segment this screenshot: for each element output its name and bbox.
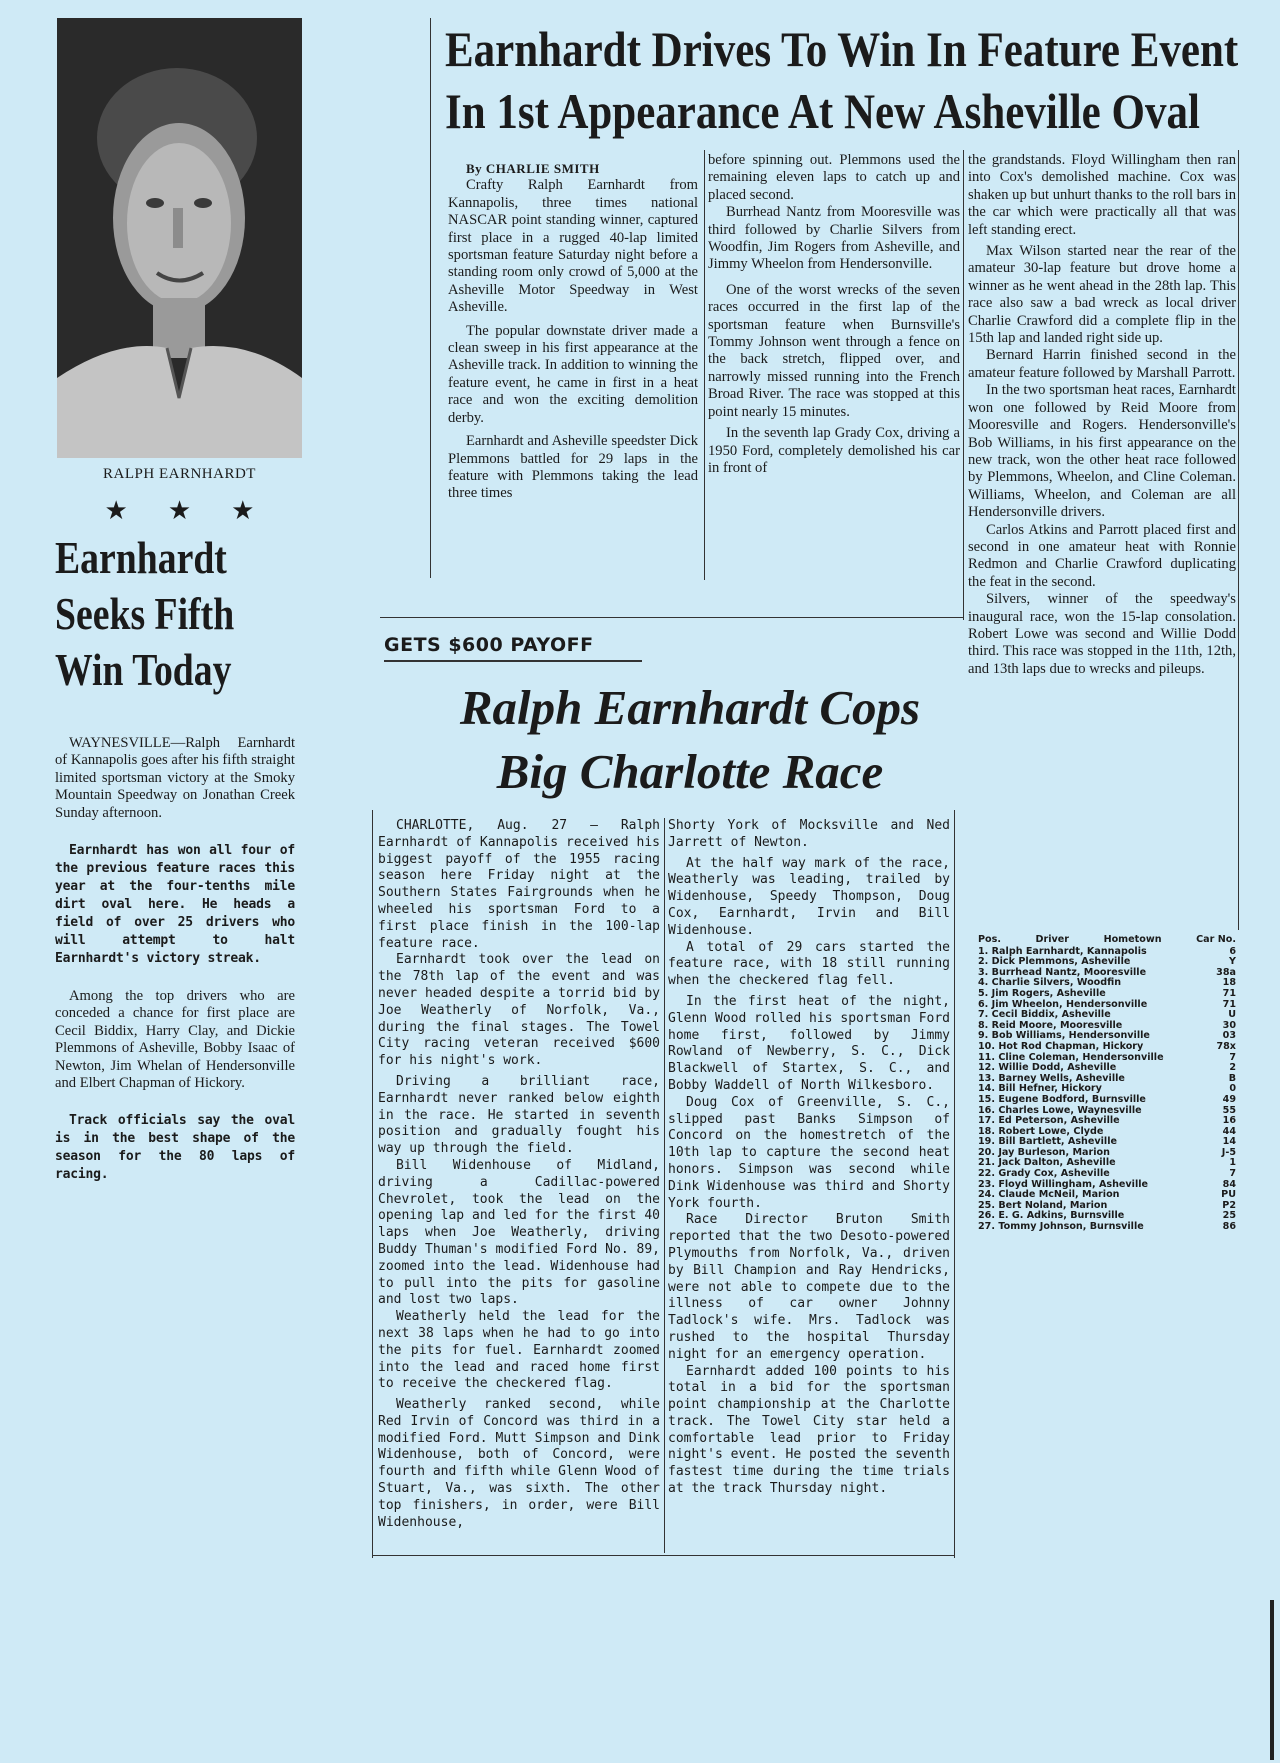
position-cell: 14. (978, 1083, 995, 1095)
paragraph: before spinning out. Plemmons used the remaining eleven laps to catch up and placed second. (708, 152, 960, 203)
driver-name-cell: Bert Noland, Marion (998, 1199, 1108, 1211)
car-number-cell: 03 (1222, 1030, 1236, 1042)
position-cell: 5. (978, 987, 989, 999)
section-rule (380, 617, 964, 618)
car-number-cell: 86 (1222, 1221, 1236, 1233)
portrait-image (57, 18, 302, 458)
paragraph: Max Wilson started near the rear of the amateur 30-lap feature but drove home a winner as he went ahead in the 28th lap. This race also saw a bad wreck as local driver Charlie Crawford did a complete flip in the 15th lap and landed right side up. (968, 243, 1236, 347)
driver-name-cell: Burrhead Nantz, Mooresville (991, 966, 1147, 978)
position-cell: 23. (978, 1178, 995, 1190)
position-cell: 26. (978, 1210, 995, 1222)
position-cell: 4. (978, 977, 989, 989)
bottom-headline: Ralph Earnhardt Cops Big Charlotte Race (459, 680, 921, 799)
position-cell: 11. (978, 1051, 995, 1063)
paragraph: Doug Cox of Greenville, S. C., slipped past Banks Simpson of Concord on the homestretch of the 10th lap to capture the second heat honors. Simpson was second while Dink Widenhouse was third and Shorty York fourth. (668, 1094, 950, 1211)
driver-name-cell: Barney Wells, Asheville (998, 1072, 1125, 1084)
position-cell: 3. (978, 966, 989, 978)
position-cell: 18. (978, 1125, 995, 1137)
photo-caption: RALPH EARNHARDT (103, 466, 256, 482)
paragraph: Weatherly ranked second, while Red Irvin of Concord was third in a modified Ford. Mutt Simpson and Dink Widenhouse, both of Concord, were fourth and fifth while Glenn Wood of Stuart, Va., was sixth. The other top finishers, in order, were Bill Widenhouse, (378, 1397, 660, 1530)
results-rows (978, 947, 1236, 1233)
driver-name-cell: Reid Moore, Mooresville (991, 1019, 1123, 1031)
driver-name-cell: Jim Rogers, Asheville (991, 987, 1106, 999)
position-cell: 15. (978, 1093, 995, 1105)
top-article-col1 (448, 160, 698, 503)
driver-name-cell: Cecil Biddix, Asheville (991, 1009, 1111, 1021)
paragraph: At the half way mark of the race, Weatherly was leading, trailed by Widenhouse, Speedy Thompson, Doug Cox, Earnhardt, Irvin and Bill Widenhouse. (668, 855, 950, 938)
position-cell: 6. (978, 998, 989, 1010)
paragraph: Race Director Bruton Smith reported that the two Desoto-powered Plymouths from Norfolk, Va., driven by Bill Champion and Ray Hendricks, were not able to compete due to the illness of car owner Johnny Tadlock's wife. Mrs. Tadlock was rushed to the hospital Thursday night for an emergency operation. (668, 1212, 950, 1362)
car-number-cell: P2 (1222, 1199, 1236, 1211)
paragraph: Burrhead Nantz from Mooresville was third followed by Charlie Silvers from Woodfin, Jim Rogers from Asheville, and Jimmy Wheelon from Hendersonville. (708, 204, 960, 273)
driver-name-cell: Robert Lowe, Clyde (998, 1125, 1104, 1137)
scan-edge-mark (1270, 1600, 1274, 1760)
car-number-cell: 0 (1229, 1083, 1236, 1095)
race-results-table (978, 935, 1236, 1233)
car-number-cell: Y (1229, 956, 1236, 968)
driver-name-cell: Charlie Silvers, Woodfin (991, 977, 1122, 989)
car-number-cell: 30 (1222, 1019, 1236, 1031)
paragraph: Earnhardt has won all four of the previous feature races this year at the four-tenths mile dirt oval here. He heads a field of over 25 drivers who will attempt to halt Earnhardt's victory streak. (55, 843, 295, 967)
paragraph: Among the top drivers who are conceded a chance for first place are Cecil Biddix, Harry Clay, and Dickie Plemmons of Asheville, Bobby Isaac of Newton, Jim Whelan of Hendersonville and Elbert Chapman of Hickory. (55, 988, 295, 1092)
left-article-body (55, 735, 295, 1204)
results-header: Pos. Driver Hometown Car No. (978, 934, 1236, 945)
paragraph: Bernard Harrin finished second in the amateur feature followed by Marshall Parrott. (968, 347, 1236, 381)
position-cell: 21. (978, 1157, 995, 1169)
driver-name-cell: Bill Hefner, Hickory (998, 1083, 1102, 1095)
left-headline: Earnhardt Seeks Fifth Win Today (55, 532, 235, 695)
paragraph: In the seventh lap Grady Cox, driving a 1950 Ford, completely demolished his car in front of (708, 425, 960, 476)
car-number-cell: 78x (1216, 1040, 1236, 1052)
position-cell: 7. (978, 1009, 989, 1021)
car-number-cell: PU (1221, 1189, 1236, 1201)
car-number-cell: B (1228, 1072, 1236, 1084)
car-number-cell: 55 (1222, 1104, 1236, 1116)
car-number-cell: 44 (1222, 1125, 1236, 1137)
column-rule (430, 18, 431, 578)
car-number-cell: 71 (1222, 998, 1236, 1010)
paragraph: WAYNESVILLE—Ralph Earnhardt of Kannapolis goes after his fifth straight limited sportsman victory at the Smoky Mountain Speedway on Jonathan Creek Sunday afternoon. (55, 735, 295, 821)
paragraph: Earnhardt and Asheville speedster Dick Plemmons battled for 29 laps in the feature with Plemmons taking the lead three times (448, 433, 698, 502)
position-cell: 19. (978, 1136, 995, 1148)
car-number-cell: J-5 (1221, 1146, 1236, 1158)
table-row (978, 1222, 1236, 1233)
top-article-col3 (968, 152, 1236, 678)
paragraph: the grandstands. Floyd Willingham then ran into Cox's demolished machine. Cox was shaken up but unhurt thanks to the roll bars in the car which were practically all that was left standing erect. (968, 152, 1236, 238)
driver-name-cell: Jim Wheelon, Hendersonville (991, 998, 1148, 1010)
column-rule (963, 150, 964, 620)
article-bottom-rule (372, 1555, 954, 1556)
car-number-cell: 1 (1229, 1157, 1236, 1169)
paragraph: Shorty York of Mocksville and Ned Jarrett of Newton. (668, 818, 950, 850)
column-rule (664, 818, 665, 1553)
car-number-cell: 25 (1222, 1210, 1236, 1222)
paragraph: Driving a brilliant race, Earnhardt never ranked below eighth in the race. He started in seventh position and gradually fought his way up through the field. (378, 1073, 660, 1157)
car-number-cell: U (1228, 1009, 1236, 1021)
top-article-col2 (708, 152, 960, 477)
driver-photo (57, 18, 302, 458)
position-cell: 10. (978, 1040, 995, 1052)
byline: By CHARLIE SMITH (466, 161, 600, 176)
car-number-cell: 2 (1229, 1062, 1236, 1074)
driver-name-cell: Floyd Willingham, Asheville (998, 1178, 1149, 1190)
bottom-article-col1 (378, 818, 660, 1531)
column-rule (954, 810, 955, 1558)
paragraph: One of the worst wrecks of the seven races occurred in the first lap of the sportsman feature when Burnsville's Tommy Johnson went through a fence on the back stretch, flipped over, and narrowly missed running into the French Broad River. The race was stopped at this point nearly 15 minutes. (708, 281, 960, 420)
driver-cell (978, 1222, 1144, 1233)
paragraph: Bill Widenhouse of Midland, driving a Cadillac-powered Chevrolet, took the lead on the opening lap and led for the first 40 laps when Joe Weatherly, driving Buddy Thuman's modified Ford No. 89, zoomed into the lead. Widenhouse had to pull into the pits for gasoline and lost two laps. (378, 1157, 660, 1308)
paragraph: In the two sportsman heat races, Earnhardt won one followed by Reid Moore from Mooresville and Rogers. Hendersonville's Bob Williams, in his first appearance on the new track, won the other heat race followed by Plemmons, Wheelon, and Cline Coleman. Williams, Wheelon, and Coleman are all Hendersonville drivers. (968, 382, 1236, 521)
driver-name-cell: Jay Burleson, Marion (998, 1146, 1110, 1158)
position-cell: 8. (978, 1019, 989, 1031)
paragraph: CHARLOTTE, Aug. 27 — Ralph Earnhardt of Kannapolis received his biggest payoff of the 1955 racing season here Friday night at the Southern States Fairgrounds when he wheeled his sportsman Ford to a first place finish in the 100-lap feature race. (378, 818, 660, 951)
paragraph: The popular downstate driver made a clean sweep in his first appearance at the Asheville track. In addition to winning the feature event, he came in first in a heat race and won the exciting demolition derby. (448, 322, 698, 426)
kicker-underline (384, 660, 642, 662)
car-number-cell: 6 (1229, 945, 1236, 957)
top-headline: Earnhardt Drives To Win In Feature Event In 1st Appearance At New Asheville Oval (445, 21, 1239, 139)
driver-name-cell: Grady Cox, Asheville (998, 1168, 1110, 1180)
driver-name-cell: Claude McNeil, Marion (998, 1189, 1120, 1201)
paragraph: Silvers, winner of the speedway's inaugural race, won the 15-lap consolation. Robert Lowe was second and Willie Dodd third. This race was stopped in the 11th, 12th, and 13th laps due to wrecks and pileups. (968, 591, 1236, 677)
position-cell: 27. (978, 1221, 995, 1233)
car-number-cell: 16 (1222, 1115, 1236, 1127)
position-cell: 16. (978, 1104, 995, 1116)
paragraph: Weatherly held the lead for the next 38 laps when he had to go into the pits for fuel. Earnhardt zoomed into the lead and raced home first to receive the checkered flag. (378, 1309, 660, 1392)
kicker: GETS $600 PAYOFF (384, 634, 594, 656)
driver-name-cell: Bill Bartlett, Asheville (998, 1136, 1118, 1148)
position-cell: 20. (978, 1146, 995, 1158)
position-cell: 22. (978, 1168, 995, 1180)
position-cell: 24. (978, 1189, 995, 1201)
stars-divider: ★★★ (104, 496, 295, 526)
column-rule (372, 810, 373, 1558)
column-rule (1238, 150, 1239, 930)
position-cell: 17. (978, 1115, 995, 1127)
driver-name-cell: E. G. Adkins, Burnsville (998, 1210, 1125, 1222)
driver-name-cell: Jack Dalton, Asheville (998, 1157, 1116, 1169)
position-cell: 12. (978, 1062, 995, 1074)
paragraph: A total of 29 cars started the feature race, with 18 still running when the checkered flag fell. (668, 939, 950, 989)
car-number-cell: 14 (1222, 1136, 1236, 1148)
column-rule (704, 150, 705, 580)
paragraph: Track officials say the oval is in the best shape of the season for the 80 laps of racing. (55, 1113, 295, 1183)
driver-name-cell: Hot Rod Chapman, Hickory (998, 1040, 1144, 1052)
bottom-article-col2 (668, 818, 950, 1498)
car-number-cell: 18 (1222, 977, 1236, 989)
car-number-cell: 38a (1216, 966, 1236, 978)
driver-name-cell: Ed Peterson, Asheville (998, 1115, 1120, 1127)
paragraph: Earnhardt added 100 points to his total in a bid for the sportsman point championship at the Charlotte track. The Towel City star held a comfortable lead prior to Friday night's event. He posted the seventh fastest time during the time trials at the track Thursday night. (668, 1363, 950, 1497)
driver-name-cell: Dick Plemmons, Asheville (991, 956, 1131, 968)
car-number-cell: 49 (1222, 1093, 1236, 1105)
car-number-cell: 7 (1229, 1051, 1236, 1063)
car-number-cell: 7 (1229, 1168, 1236, 1180)
car-number-cell: 71 (1222, 987, 1236, 999)
driver-name-cell: Charles Lowe, Waynesville (998, 1104, 1142, 1116)
driver-name-cell: Tommy Johnson, Burnsville (998, 1221, 1144, 1233)
paragraph: Carlos Atkins and Parrott placed first and second in one amateur heat with Ronnie Redmon and Charlie Crawford duplicating the feat in the second. (968, 521, 1236, 590)
paragraph: Crafty Ralph Earnhardt from Kannapolis, three times national NASCAR point standing winner, captured first place in a rugged 40-lap limited sportsman feature Saturday night before a standing room only crowd of 5,000 at the Asheville Motor Speedway in West Asheville. (448, 177, 698, 316)
position-cell: 25. (978, 1199, 995, 1211)
position-cell: 13. (978, 1072, 995, 1084)
position-cell: 1. (978, 945, 989, 957)
position-cell: 2. (978, 956, 989, 968)
paragraph: Earnhardt took over the lead on the 78th lap of the event and was never headed despite a torrid bid by Joe Weatherly of Norfolk, Va., during the final stages. The Towel City racing veteran received $600 for his night's work. (378, 952, 660, 1069)
driver-name-cell: Bob Williams, Hendersonville (991, 1030, 1150, 1042)
position-cell: 9. (978, 1030, 989, 1042)
driver-name-cell: Eugene Bodford, Burnsville (998, 1093, 1146, 1105)
driver-name-cell: Cline Coleman, Hendersonville (998, 1051, 1164, 1063)
paragraph: In the first heat of the night, Glenn Wood rolled his sportsman Ford home first, followed by Jimmy Rowland of Newberry, S. C., Dick Blackwell of Startex, S. C., and Bobby Waddell of North Wilkesboro. (668, 993, 950, 1093)
driver-name-cell: Ralph Earnhardt, Kannapolis (991, 945, 1147, 957)
driver-name-cell: Willie Dodd, Asheville (998, 1062, 1117, 1074)
car-number-cell: 84 (1222, 1178, 1236, 1190)
